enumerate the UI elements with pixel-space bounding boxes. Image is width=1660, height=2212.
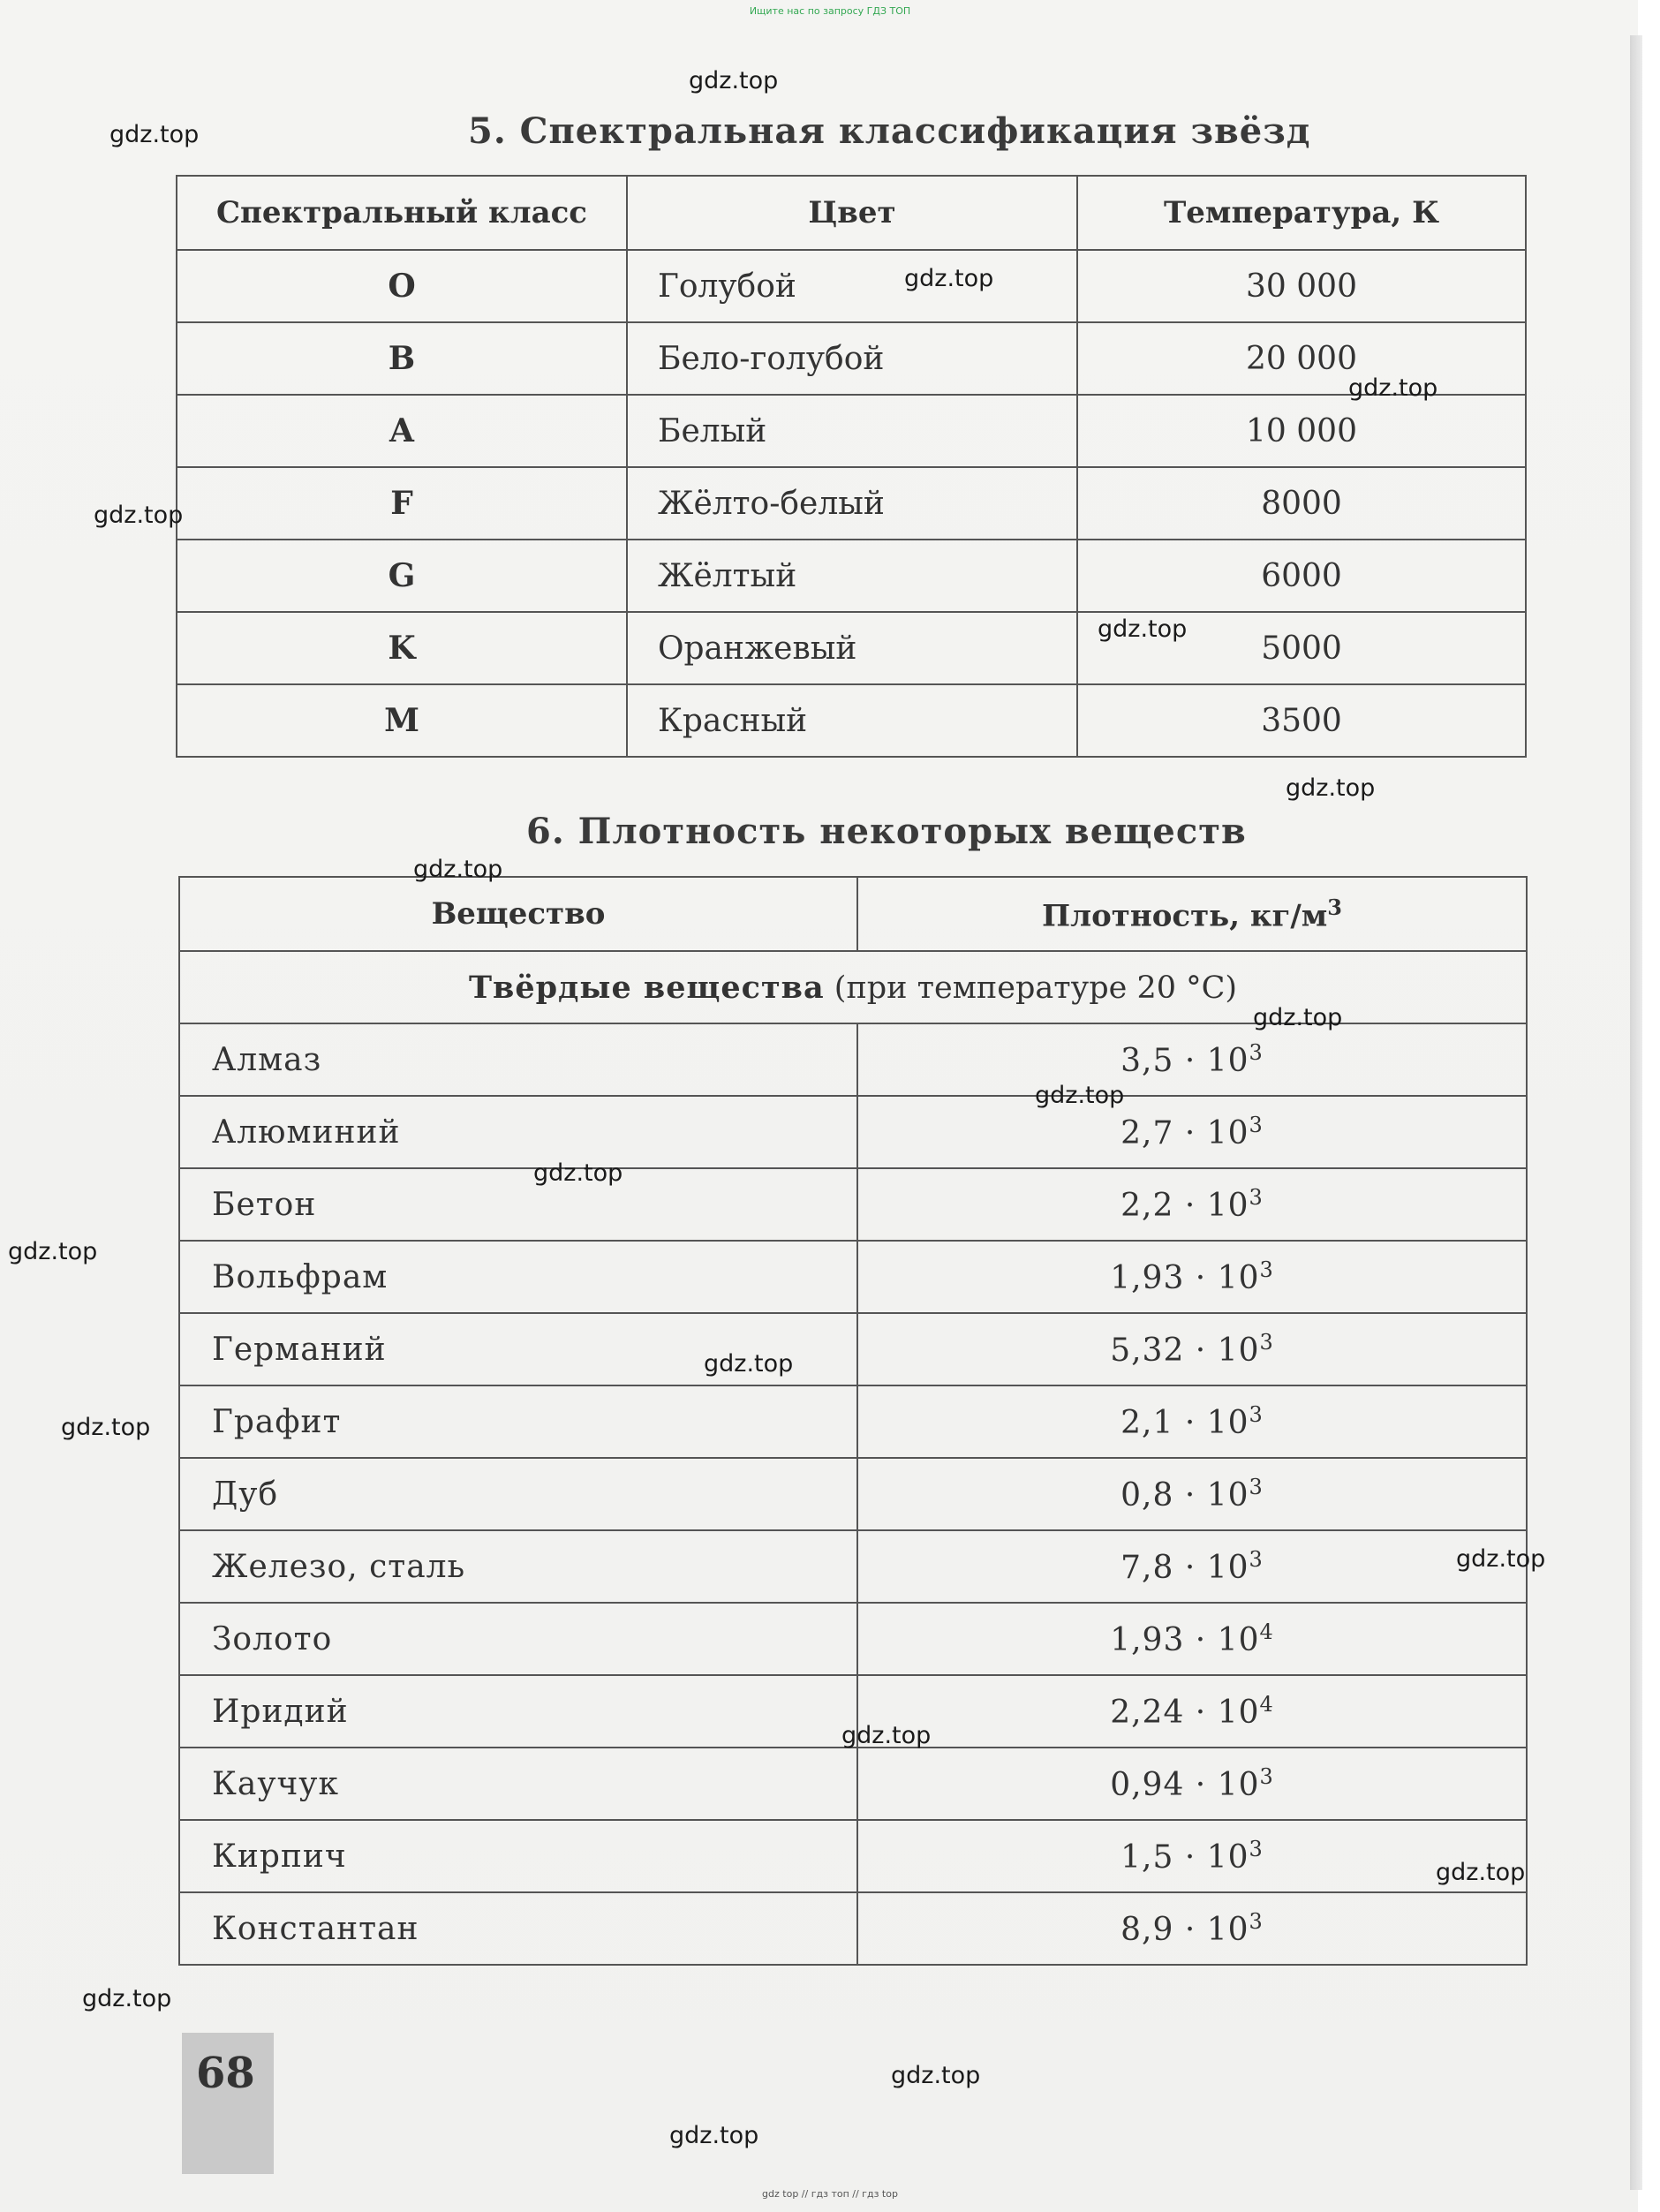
density-cell bbox=[857, 1820, 1527, 1892]
temperature-cell: 20 000 bbox=[1077, 322, 1526, 395]
substance-cell: Бетон bbox=[179, 1168, 857, 1241]
table-row bbox=[179, 1603, 1527, 1675]
density-exponent: 3 bbox=[1259, 1330, 1274, 1355]
header-density-label: Плотность, кг/м bbox=[1042, 898, 1328, 934]
spectral-class-cell: A bbox=[177, 395, 627, 467]
top-search-note: Ищите нас по запросу ГДЗ ТОП bbox=[749, 5, 911, 17]
spectral-class-cell: O bbox=[177, 250, 627, 322]
solids-subheader-bold: Твёрдые вещества bbox=[468, 969, 825, 1006]
substance-cell: Золото bbox=[179, 1603, 857, 1675]
temperature-cell: 5000 bbox=[1077, 612, 1526, 684]
density-exponent: 3 bbox=[1249, 1402, 1264, 1427]
page-number: 68 bbox=[196, 2049, 255, 2098]
density-exponent: 4 bbox=[1259, 1692, 1274, 1717]
density-cell bbox=[857, 1675, 1527, 1748]
density-mantissa: 7,8 · 10 bbox=[1120, 1550, 1249, 1586]
substance-cell: Константан bbox=[179, 1892, 857, 1965]
density-mantissa: 8,9 · 10 bbox=[1120, 1912, 1249, 1948]
density-exponent: 4 bbox=[1259, 1619, 1274, 1644]
watermark: gdz.top bbox=[8, 1238, 98, 1265]
table-row bbox=[179, 1241, 1527, 1313]
temperature-cell: 3500 bbox=[1077, 684, 1526, 757]
table-header-row bbox=[177, 176, 1526, 250]
table-row bbox=[177, 250, 1526, 322]
section-6-title: 6. Плотность некоторых веществ bbox=[526, 811, 1247, 852]
watermark: gdz.top bbox=[704, 1350, 794, 1378]
density-cell bbox=[857, 1458, 1527, 1530]
table-row bbox=[179, 1820, 1527, 1892]
density-mantissa: 2,7 · 10 bbox=[1120, 1115, 1249, 1151]
watermark: gdz.top bbox=[82, 1985, 172, 2012]
density-cell bbox=[857, 1603, 1527, 1675]
color-cell: Оранжевый bbox=[627, 612, 1077, 684]
density-cell bbox=[857, 1241, 1527, 1313]
watermark: gdz.top bbox=[891, 2062, 981, 2089]
density-exponent: 3 bbox=[1249, 1040, 1264, 1065]
substance-cell: Алюминий bbox=[179, 1096, 857, 1168]
temperature-cell: 30 000 bbox=[1077, 250, 1526, 322]
color-cell: Красный bbox=[627, 684, 1077, 757]
density-exponent: 3 bbox=[1259, 1764, 1274, 1789]
density-mantissa: 2,2 · 10 bbox=[1120, 1188, 1249, 1224]
table-row bbox=[177, 540, 1526, 612]
density-cell bbox=[857, 1313, 1527, 1385]
table-row bbox=[177, 467, 1526, 540]
color-cell: Бело-голубой bbox=[627, 322, 1077, 395]
header-density bbox=[857, 877, 1527, 951]
temperature-cell: 10 000 bbox=[1077, 395, 1526, 467]
density-cell bbox=[857, 1168, 1527, 1241]
watermark: gdz.top bbox=[61, 1414, 151, 1441]
page-edge-shadow bbox=[1630, 35, 1642, 2190]
solids-subheader-condition: (при температуре 20 °С) bbox=[834, 970, 1238, 1006]
table-row bbox=[179, 1023, 1527, 1096]
table-header-row bbox=[179, 877, 1527, 951]
watermark: gdz.top bbox=[669, 2122, 759, 2149]
density-mantissa: 2,24 · 10 bbox=[1110, 1695, 1260, 1731]
density-exponent: 3 bbox=[1259, 1257, 1274, 1282]
substance-cell: Дуб bbox=[179, 1458, 857, 1530]
density-cell bbox=[857, 1530, 1527, 1603]
color-cell: Голубой bbox=[627, 250, 1077, 322]
substance-cell: Вольфрам bbox=[179, 1241, 857, 1313]
temperature-cell: 6000 bbox=[1077, 540, 1526, 612]
header-spectral-class: Спектральный класс bbox=[177, 176, 627, 250]
watermark: gdz.top bbox=[1436, 1859, 1526, 1886]
density-mantissa: 1,93 · 10 bbox=[1110, 1260, 1260, 1296]
table-row bbox=[177, 322, 1526, 395]
table-row bbox=[179, 1892, 1527, 1965]
table-row bbox=[179, 1385, 1527, 1458]
table-row bbox=[177, 684, 1526, 757]
density-mantissa: 0,94 · 10 bbox=[1110, 1767, 1260, 1803]
density-cell bbox=[857, 1385, 1527, 1458]
watermark: gdz.top bbox=[689, 67, 779, 94]
density-cell bbox=[857, 1096, 1527, 1168]
density-exponent: 3 bbox=[1249, 1185, 1264, 1210]
density-mantissa: 1,93 · 10 bbox=[1110, 1622, 1260, 1658]
spectral-class-cell: F bbox=[177, 467, 627, 540]
watermark: gdz.top bbox=[109, 121, 200, 148]
watermark: gdz.top bbox=[841, 1722, 932, 1749]
density-mantissa: 5,32 · 10 bbox=[1110, 1332, 1260, 1369]
density-mantissa: 3,5 · 10 bbox=[1120, 1043, 1249, 1079]
spectral-class-table bbox=[176, 175, 1527, 758]
spectral-class-cell: G bbox=[177, 540, 627, 612]
table-row bbox=[179, 1096, 1527, 1168]
watermark: gdz.top bbox=[1348, 374, 1438, 402]
watermark: gdz.top bbox=[1286, 774, 1376, 802]
density-exponent: 3 bbox=[1249, 1547, 1264, 1572]
watermark: gdz.top bbox=[1098, 615, 1188, 643]
table-row bbox=[179, 1313, 1527, 1385]
watermark: gdz.top bbox=[1035, 1082, 1125, 1109]
density-cell bbox=[857, 1023, 1527, 1096]
density-mantissa: 2,1 · 10 bbox=[1120, 1405, 1249, 1441]
table-row bbox=[179, 1530, 1527, 1603]
density-exponent: 3 bbox=[1249, 1837, 1264, 1861]
color-cell: Белый bbox=[627, 395, 1077, 467]
spectral-class-cell: M bbox=[177, 684, 627, 757]
watermark: gdz.top bbox=[533, 1159, 623, 1187]
watermark: gdz.top bbox=[904, 265, 994, 292]
spectral-class-cell: K bbox=[177, 612, 627, 684]
density-table bbox=[178, 876, 1528, 1966]
substance-cell: Германий bbox=[179, 1313, 857, 1385]
color-cell: Жёлто-белый bbox=[627, 467, 1077, 540]
temperature-cell: 8000 bbox=[1077, 467, 1526, 540]
substance-cell: Каучук bbox=[179, 1748, 857, 1820]
density-exponent: 3 bbox=[1249, 1475, 1264, 1499]
table-row bbox=[179, 1458, 1527, 1530]
header-temperature: Температура, К bbox=[1077, 176, 1526, 250]
substance-cell: Иридий bbox=[179, 1675, 857, 1748]
watermark: gdz.top bbox=[1253, 1004, 1343, 1031]
density-cell bbox=[857, 1748, 1527, 1820]
table-row bbox=[179, 1168, 1527, 1241]
spectral-class-cell: B bbox=[177, 322, 627, 395]
header-substance: Вещество bbox=[179, 877, 857, 951]
watermark: gdz.top bbox=[94, 502, 184, 529]
table-row bbox=[177, 395, 1526, 467]
header-color: Цвет bbox=[627, 176, 1077, 250]
watermark: gdz.top bbox=[413, 856, 503, 883]
table-row bbox=[177, 612, 1526, 684]
density-mantissa: 1,5 · 10 bbox=[1120, 1839, 1249, 1876]
density-exponent: 3 bbox=[1249, 1113, 1264, 1137]
table-row bbox=[179, 1748, 1527, 1820]
header-density-exponent: 3 bbox=[1327, 894, 1342, 920]
section-5-title: 5. Спектральная классификация звёзд bbox=[468, 110, 1311, 152]
substance-cell: Кирпич bbox=[179, 1820, 857, 1892]
substance-cell: Алмаз bbox=[179, 1023, 857, 1096]
substance-cell: Железо, сталь bbox=[179, 1530, 857, 1603]
density-exponent: 3 bbox=[1249, 1909, 1264, 1934]
density-cell bbox=[857, 1892, 1527, 1965]
substance-cell: Графит bbox=[179, 1385, 857, 1458]
bottom-note: gdz top // гдз топ // гдз top bbox=[762, 2188, 898, 2200]
color-cell: Жёлтый bbox=[627, 540, 1077, 612]
watermark: gdz.top bbox=[1456, 1545, 1546, 1573]
density-mantissa: 0,8 · 10 bbox=[1120, 1477, 1249, 1514]
